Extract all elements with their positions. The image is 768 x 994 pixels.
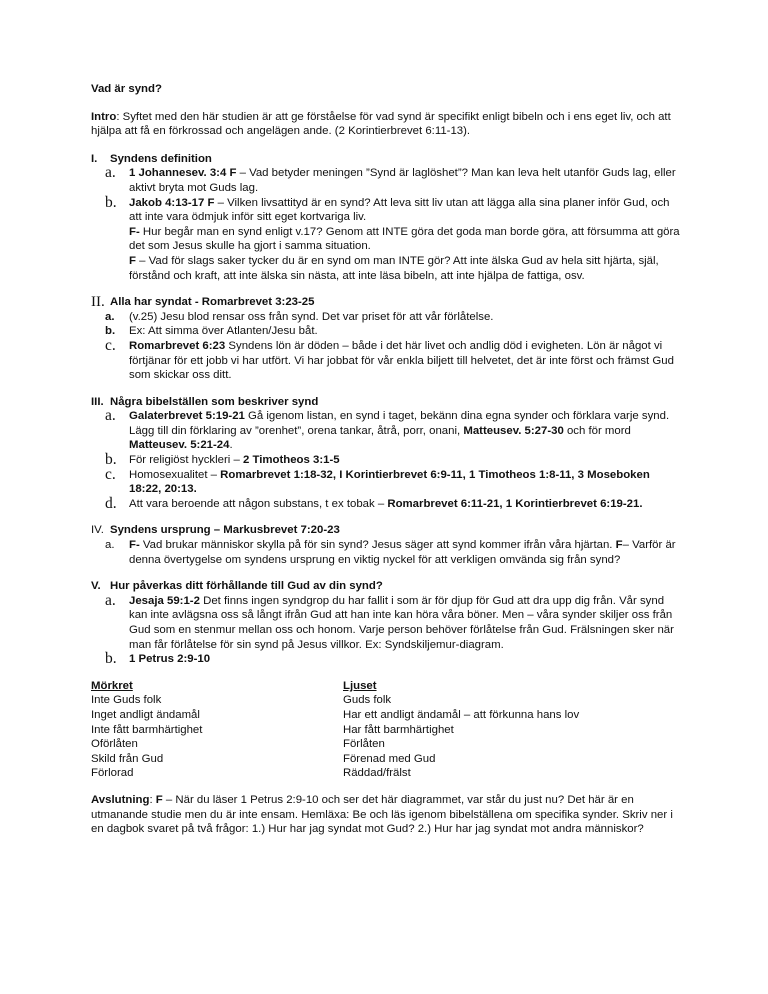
question-marker: F- xyxy=(129,225,140,238)
bible-reference: 1 Johannesev. 3:4 F xyxy=(129,167,237,180)
section-title: Alla har syndat - Romarbrevet 3:23-25 xyxy=(110,296,315,309)
item-text: Vad brukar människor skylla på för sin synd? Jesus säger att synd kommer ifrån våra hjärtan. xyxy=(139,539,616,552)
bible-reference: 2 Timotheos 3:1-5 xyxy=(242,454,340,467)
section-number: V. xyxy=(91,580,101,593)
section-heading xyxy=(91,152,681,167)
section-title: Hur påverkas ditt förhållande till Gud av din synd? xyxy=(110,580,383,593)
column-row: Räddad/frälst xyxy=(343,767,411,780)
section-heading xyxy=(91,523,681,538)
item-text: Gå igenom listan, en synd i taget, bekänn dina egna synder och förklara varje synd. Lägg till din förklaring av ”orenhet”, orena tankar, åtrå, porr, onani, xyxy=(129,410,670,437)
section-heading xyxy=(91,579,681,594)
item-letter: d. xyxy=(105,494,117,512)
item-letter: a. xyxy=(105,591,116,609)
column-row: Inte fått barmhärtighet xyxy=(91,723,203,736)
question-marker: F xyxy=(129,254,136,267)
bible-reference: 1 Petrus 2:9-10 xyxy=(129,653,211,666)
item-letter: b. xyxy=(105,325,116,338)
section-number: II. xyxy=(91,294,105,311)
column-row: Förlåten xyxy=(343,738,385,751)
section-number: III. xyxy=(91,395,104,408)
darkness-column xyxy=(91,679,343,781)
closing-text: – När du läser 1 Petrus 2:9-10 och ser det här diagrammet, var står du just nu? Det här är en utmanande studie men du är inte ensam. Hemläxa: Be och läs igenom bibelställena om specifika synder. Skriv ner i en dagbok svaret på två frågor: 1.) Hur har jag syndat mot Gud? 2.) Hur har jag syndat mot andra människor? xyxy=(91,793,673,836)
bible-reference: Romarbrevet 6:11-21, 1 Korintierbrevet 6:19-21. xyxy=(387,497,643,510)
item-letter: a. xyxy=(105,310,115,323)
column-row: Oförlåten xyxy=(91,738,138,751)
column-row: Guds folk xyxy=(343,694,392,707)
column-row: Skild från Gud xyxy=(91,752,164,765)
column-row: Inte Guds folk xyxy=(91,694,162,707)
closing-separator: : xyxy=(149,793,156,806)
bible-reference: Matteusev. 5:27-30 xyxy=(463,424,564,437)
item-letter: b. xyxy=(105,650,117,668)
column-row: Har fått barmhärtighet xyxy=(343,723,454,736)
list-item xyxy=(91,453,681,468)
column-heading: Mörkret xyxy=(91,679,133,692)
column-row: Förlorad xyxy=(91,767,134,780)
section-title: Syndens ursprung – Markusbrevet 7:20-23 xyxy=(110,524,340,537)
item-text: (v.25) Jesu blod rensar oss från synd. Det var priset för att vår förlåtelse. xyxy=(129,310,494,323)
item-text: Hur begår man en synd enligt v.17? Genom att INTE göra det goda man borde göra, att försumma att göra det som Jesus skulle ha gjort i samma situation. xyxy=(129,225,680,253)
list-item xyxy=(91,166,681,195)
item-text: – Vilken livsattityd är en synd? Att leva sitt liv utan att lägga alla sina planer inför Gud, och att inte vara ödmjuk inför sitt eget kortvariga liv. xyxy=(129,196,670,224)
section-number: IV. xyxy=(91,524,104,537)
list-item xyxy=(91,193,681,284)
intro-text: : Syftet med den här studien är att ge förståelse för vad synd är specifikt enligt bibeln och i ens eget liv, och att hjälpa att få en förkrossad och angelägen ande. (2 Korintierbrevet 6:11-13). xyxy=(91,110,671,138)
bible-reference: Romarbrevet 1:18-32, I Korintierbrevet 6:9-11, 1 Timotheos 1:8-11, 3 Moseboken 18:22, 20:13. xyxy=(129,468,650,496)
item-text: – Varför är denna övertygelse om syndens ursprung en viktig nyckel för att verkligen omvända sig från synd? xyxy=(129,539,676,566)
bible-reference: Jesaja 59:1-2 xyxy=(129,594,200,607)
list-item xyxy=(91,336,681,383)
item-text: Det finns ingen syndgrop du har fallit i som är för djup för Gud att dra upp dig från. Vår synd kan inte avlägsna oss så långt ifrån Gud att han inte kan höra våra böner. Men – våra synder skiljer oss från Gud som en stenmur mellan oss och honom. Varje person behöver förlåtelse från Gud. Frälsningen sker när man får förlåtelse för sin synd på Jesus villkor. Ex: Syndskiljemur-diagram. xyxy=(129,594,674,651)
item-letter: c. xyxy=(105,465,116,483)
closing-label: Avslutning xyxy=(91,793,150,806)
column-heading: Ljuset xyxy=(343,679,377,692)
section-title: Syndens definition xyxy=(110,152,212,165)
closing-paragraph xyxy=(91,793,681,837)
item-text: – Vad för slags saker tycker du är en synd om man INTE gör? Att inte älska Gud av hela sitt hjärta, själ, förstånd och kraft, att inte älska sin nästa, att inte läsa bibeln, att inte hjälpa de fattiga, osv. xyxy=(129,254,659,282)
list-item xyxy=(91,324,681,339)
question-marker: F xyxy=(615,539,623,552)
item-text: Att vara beroende att någon substans, t ex tobak – xyxy=(129,497,388,510)
section-title: Några bibelställen som beskriver synd xyxy=(110,395,319,408)
list-item xyxy=(91,538,681,567)
item-text: och för mord xyxy=(563,424,631,437)
section-heading xyxy=(91,395,681,410)
item-letter: c. xyxy=(105,336,116,354)
item-letter: a. xyxy=(105,164,116,182)
document-title: Vad är synd? xyxy=(91,83,162,95)
bible-reference: Romarbrevet 6:23 xyxy=(129,339,226,352)
item-text: . xyxy=(229,439,233,452)
document-page xyxy=(91,82,681,837)
item-letter: a. xyxy=(105,407,116,425)
column-row: Inget andligt ändamål xyxy=(91,708,200,721)
list-item xyxy=(91,409,681,453)
column-row: Förenad med Gud xyxy=(343,752,436,765)
intro-label: Intro xyxy=(91,110,117,123)
item-text: Ex: Att simma över Atlanten/Jesu båt. xyxy=(129,325,318,338)
column-row: Har ett andligt ändamål – att förkunna hans lov xyxy=(343,708,580,721)
question-marker: F- xyxy=(129,539,140,552)
item-letter: b. xyxy=(105,193,117,211)
item-letter: a. xyxy=(105,539,115,552)
list-item xyxy=(91,591,681,652)
item-text: Syndens lön är döden – både i det här livet och andlig död i evigheten. Lön är något vi förtjänar för ett jobb vi har utfört. Vi har jobbat för vår enkla biljett till helvetet, det är inte först och främst Gud som skickar oss ditt. xyxy=(129,339,674,382)
item-text: Homosexualitet – xyxy=(129,468,221,481)
item-letter: b. xyxy=(105,451,117,469)
list-item xyxy=(91,652,681,667)
light-column xyxy=(343,679,673,781)
darkness-light-table xyxy=(91,679,681,781)
section-number: I. xyxy=(91,152,98,165)
list-item xyxy=(91,465,681,497)
list-item xyxy=(91,494,681,512)
bible-reference: Galaterbrevet 5:19-21 xyxy=(129,410,245,423)
intro-paragraph xyxy=(91,110,681,139)
section-heading xyxy=(91,295,681,310)
bible-reference: Matteusev. 5:21-24 xyxy=(129,439,230,452)
bible-reference: Jakob 4:13-17 F xyxy=(129,196,215,209)
list-item xyxy=(91,310,681,325)
question-marker: F xyxy=(155,793,163,806)
item-text: – Vad betyder meningen ”Synd är laglöshet”? Man kan leva helt utanför Guds lag, eller aktivt bryta mot Guds lag. xyxy=(129,167,676,194)
item-text: För religiöst hyckleri – xyxy=(129,454,243,467)
